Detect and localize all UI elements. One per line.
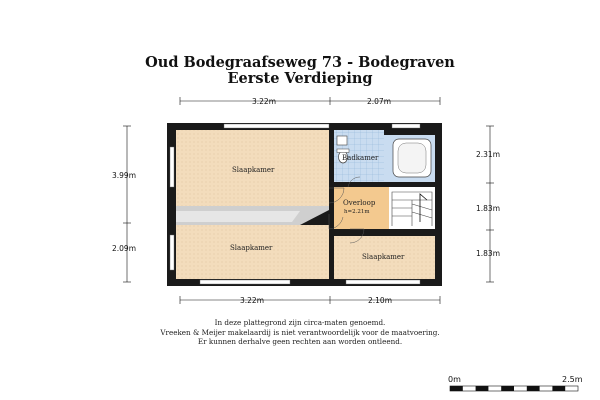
room-overloop <box>334 187 389 229</box>
label-badkamer: Badkamer <box>342 154 379 162</box>
plan-address-title: Oud Bodegraafseweg 73 - Bodegraven <box>145 54 455 71</box>
label-slaapkamer-1: Slaapkamer <box>232 166 275 174</box>
dimension-top <box>180 97 440 105</box>
label-slaapkamer-3: Slaapkamer <box>362 253 405 261</box>
disclaimer-line-3: Er kunnen derhalve geen rechten aan worden ontleend. <box>197 337 403 346</box>
plan-floor-title: Eerste Verdieping <box>227 70 373 87</box>
disclaimer-line-1: In deze plattegrond zijn circa-maten genoemd. <box>214 318 386 327</box>
dim-left-upper: 3.99m <box>112 171 137 180</box>
scale-bar <box>450 386 578 391</box>
room-slaapkamer-2 <box>176 225 329 279</box>
dim-right-upper: 2.31m <box>476 150 501 159</box>
dimension-bottom <box>180 296 440 304</box>
disclaimer-line-2: Vreeken & Meijer makelaardij is niet verantwoordelijk voor de maatvoering. <box>160 327 440 337</box>
bathtub-inner <box>398 143 426 173</box>
label-overloop: Overloop <box>343 199 376 207</box>
dim-left-lower: 2.09m <box>112 244 137 253</box>
dim-bottom-right: 2.10m <box>368 296 393 305</box>
dimension-left <box>123 126 131 282</box>
label-overloop-height: h=2.21m <box>344 209 370 215</box>
dim-top-left: 3.22m <box>252 97 277 106</box>
toilet-tank <box>337 149 349 153</box>
label-slaapkamer-2: Slaapkamer <box>230 244 273 252</box>
scale-start-label: 0m <box>448 375 461 384</box>
washbasin <box>337 136 347 145</box>
dim-bottom-left: 3.22m <box>240 296 265 305</box>
dim-right-middle: 1.83m <box>476 204 501 213</box>
dim-top-right: 2.07m <box>367 97 392 106</box>
wardrobe-inner <box>176 211 300 222</box>
dim-right-lower: 1.83m <box>476 249 501 258</box>
scale-end-label: 2.5m <box>562 375 583 384</box>
